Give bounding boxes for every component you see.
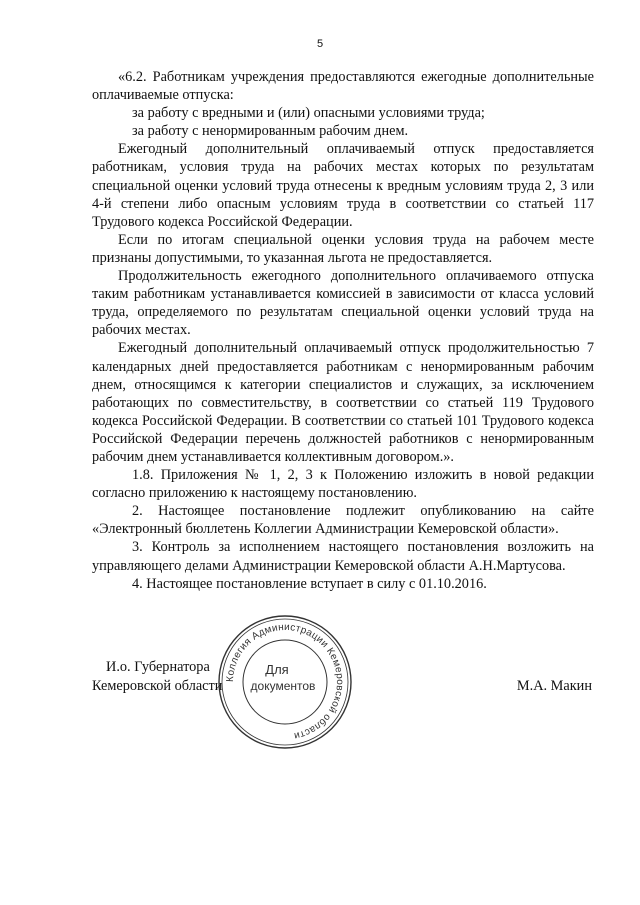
signature-block xyxy=(92,658,594,718)
stamp-center-line1: Для xyxy=(265,662,289,677)
list-item-harmful-conditions: за работу с вредными и (или) опасными условиями труда; xyxy=(132,105,485,122)
list-item-irregular-hours: за работу с ненормированным рабочим днем. xyxy=(132,123,409,140)
paragraph-6-2: «6.2. Работникам учреждения предоставляются ежегодные дополнительные оплачиваемые отпуска: xyxy=(92,69,594,104)
paragraph-harmful-leave: Ежегодный дополнительный оплачиваемый отпуск предоставляется работникам, условия труда на рабочих местах которых по результатам специальной оценки условий труда отнесены к вредным условиям труда 2, 3 или 4-й степени либо опасным условиям труда в соответствии со статьей 117 Трудового кодекса Российской Федерации. xyxy=(92,141,594,230)
paragraph-leave-duration: Продолжительность ежегодного дополнительного оплачиваемого отпуска таким работникам устанавливается комиссией в зависимости от класса условий труда, определяемого по результатам специальной оценки условий труда на рабочих местах. xyxy=(92,268,594,339)
page-number: 5 xyxy=(316,38,324,50)
signatory-name: М.А. Макин xyxy=(516,678,592,694)
paragraph-irregular-hours-leave: Ежегодный дополнительный оплачиваемый отпуск продолжительностью 7 календарных дней предоставляется работникам с ненормированным рабочим днем, относящимся к категории специалистов и служащих, за исключением работающих по совместительству, в соответствии со статьей 119 Трудового кодекса Российской Федерации. В соответствии со статьей 101 Трудового кодекса Российской Федерации перечень должностей работников с ненормированным рабочим днем устанавливается коллективным договором.». xyxy=(92,340,594,465)
signatory-title-line2: Кемеровской области xyxy=(92,678,223,694)
stamp-ring-text: Коллегия Администрации Кемеровской области xyxy=(224,621,346,742)
paragraph-acceptable-conditions: Если по итогам специальной оценки условия труда на рабочем месте признаны допустимыми, то указанная льгота не предоставляется. xyxy=(92,231,594,266)
stamp-center-line2: документов xyxy=(250,679,316,693)
paragraph-4: 4. Настоящее постановление вступает в силу с 01.10.2016. xyxy=(132,575,487,592)
paragraph-2: 2. Настоящее постановление подлежит опубликованию на сайте «Электронный бюллетень Коллегии Администрации Кемеровской области». xyxy=(92,503,594,538)
signatory-title-line1: И.о. Губернатора xyxy=(106,659,210,675)
paragraph-1-8: 1.8. Приложения № 1, 2, 3 к Положению изложить в новой редакции согласно приложению к настоящему постановлению. xyxy=(92,467,594,502)
document-body xyxy=(92,68,594,593)
paragraph-3: 3. Контроль за исполнением настоящего постановления возложить на управляющего делами Администрации Кемеровской области А.Н.Мартусова. xyxy=(92,539,594,574)
